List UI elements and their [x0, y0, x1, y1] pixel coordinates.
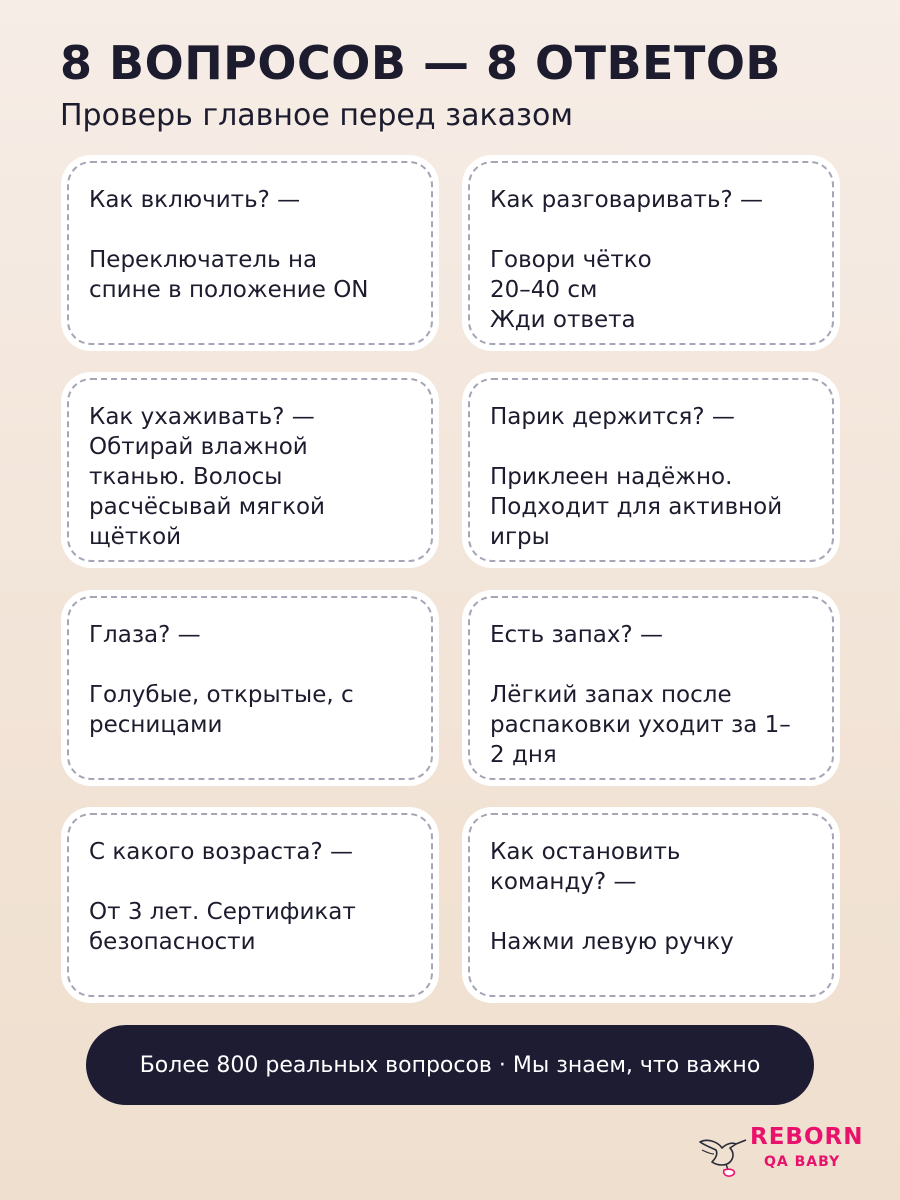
faq-answer: Переключатель на спине в положение ON [89, 247, 369, 303]
faq-question: Парик держится? — [490, 404, 735, 430]
faq-card [61, 807, 439, 1003]
faq-question: Как ухаживать? — [89, 404, 315, 430]
faq-answer: Нажми левую ручку [490, 929, 734, 955]
faq-answer: Лёгкий запах после распаковки уходит за 1– 2 дня [490, 682, 791, 768]
faq-card-border [468, 596, 834, 780]
faq-card [61, 372, 439, 568]
faq-card [462, 155, 840, 351]
faq-answer: Говори чётко 20–40 см Жди ответа [490, 247, 652, 333]
faq-card [61, 590, 439, 786]
faq-card [462, 372, 840, 568]
faq-answer: От 3 лет. Сертификат безопасности [89, 899, 356, 955]
faq-card [462, 807, 840, 1003]
brand-logo [696, 1122, 876, 1182]
faq-answer: Голубые, открытые, с ресницами [89, 682, 354, 738]
footer-text: Более 800 реальных вопросов · Мы знаем, что важно [139, 1052, 761, 1078]
faq-question: Есть запах? — [490, 622, 664, 648]
faq-question: Глаза? — [89, 622, 201, 648]
faq-card-border [67, 813, 433, 997]
faq-question: С какого возраста? — [89, 839, 353, 865]
faq-answer: Обтирай влажной тканью. Волосы расчёсывай мягкой щёткой [89, 434, 325, 550]
faq-card-border [67, 596, 433, 780]
faq-card-border [468, 378, 834, 562]
page-subtitle: Проверь главное перед заказом [60, 98, 573, 133]
faq-card-border [468, 161, 834, 345]
faq-card [462, 590, 840, 786]
faq-answer: Приклеен надёжно. Подходит для активной игры [490, 464, 783, 550]
faq-question: Как включить? — [89, 187, 301, 213]
page-title: 8 ВОПРОСОВ — 8 ОТВЕТОВ [60, 36, 781, 90]
faq-card-border [67, 161, 433, 345]
faq-card [61, 155, 439, 351]
faq-card-border [468, 813, 834, 997]
brand-subname: QA BABY [764, 1154, 841, 1170]
faq-card-border [67, 378, 433, 562]
faq-question: Как остановить команду? — [490, 839, 681, 895]
stork-icon [696, 1128, 752, 1180]
footer-banner [86, 1025, 814, 1105]
faq-question: Как разговаривать? — [490, 187, 764, 213]
brand-name: REBORN [750, 1124, 864, 1150]
